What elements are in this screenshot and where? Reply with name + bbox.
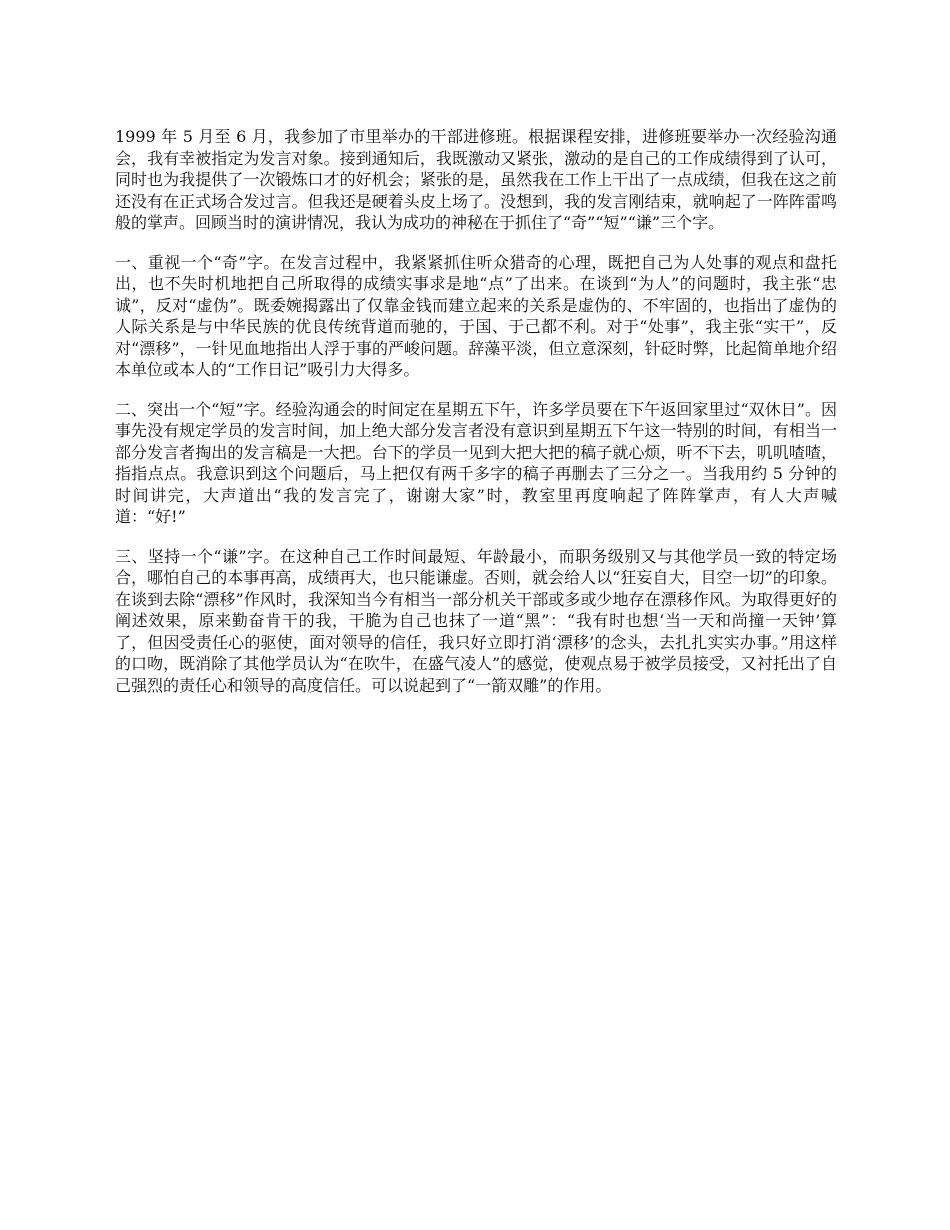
document-body xyxy=(115,126,837,714)
paragraph-qi: 一、重视一个“奇”字。在发言过程中，我紧紧抓住听众猎奇的心理，既把自己为人处事的观点和盘托出，也不失时机地把自己所取得的成绩实事求是地“点”了出来。在谈到“为人”的问题时，我主张“忠诚”，反对“虚伪”。既委婉揭露出了仅靠金钱而建立起来的关系是虚伪的、不牢固的，也指出了虚伪的人际关系是与中华民族的优良传统背道而驰的，于国、于己都不利。对于“处事”，我主张“实干”，反对“漂移”，一针见血地指出人浮于事的严峻问题。辞藻平淡，但立意深刻，针砭时弊，比起简单地介绍本单位或本人的“工作日记”吸引力大得多。 xyxy=(115,252,837,379)
paragraph-intro: 1999 年 5 月至 6 月，我参加了市里举办的干部进修班。根据课程安排，进修班要举办一次经验沟通会，我有幸被指定为发言对象。接到通知后，我既激动又紧张，激动的是自己的工作成绩得到了认可，同时也为我提供了一次锻炼口才的好机会；紧张的是，虽然我在工作上干出了一点成绩，但我在这之前还没有在正式场合发过言。但我还是硬着头皮上场了。没想到，我的发言刚结束，就响起了一阵阵雷鸣般的掌声。回顾当时的演讲情况，我认为成功的神秘在于抓住了“奇”“短”“谦”三个字。 xyxy=(115,127,837,232)
paragraph-qian: 三、坚持一个“谦”字。在这种自己工作时间最短、年龄最小，而职务级别又与其他学员一致的特定场合，哪怕自己的本事再高，成绩再大，也只能谦虚。否则，就会给人以“狂妄自大，目空一切”的印象。在谈到去除“漂移”作风时，我深知当今有相当一部分机关干部或多或少地存在漂移作风。为取得更好的阐述效果，原来勤奋肯干的我，干脆为自己也抹了一道“黑”：“我有时也想‘当一天和尚撞一天钟’算了，但因受责任心的驱使，面对领导的信任，我只好立即打消‘漂移’的念头，去扎扎实实办事。”用这样的口吻，既消除了其他学员认为“在吹牛，在盛气凌人”的感觉，使观点易于被学员接受，又衬托出了自己强烈的责任心和领导的高度信任。可以说起到了“一箭双雕”的作用。 xyxy=(115,546,837,695)
paragraph-duan: 二、突出一个“短”字。经验沟通会的时间定在星期五下午，许多学员要在下午返回家里过“双休日”。因事先没有规定学员的发言时间，加上绝大部分发言者没有意识到星期五下午这一特别的时间，有相当一部分发言者掏出的发言稿是一大把。台下的学员一见到大把大把的稿子就心烦，听不下去，叽叽喳喳，指指点点。我意识到这个问题后，马上把仅有两千多字的稿子再删去了三分之一。当我用约 5 分钟的时间讲完，大声道出“我的发言完了，谢谢大家”时，教室里再度响起了阵阵掌声，有人大声喊道：“好!” xyxy=(115,399,837,526)
